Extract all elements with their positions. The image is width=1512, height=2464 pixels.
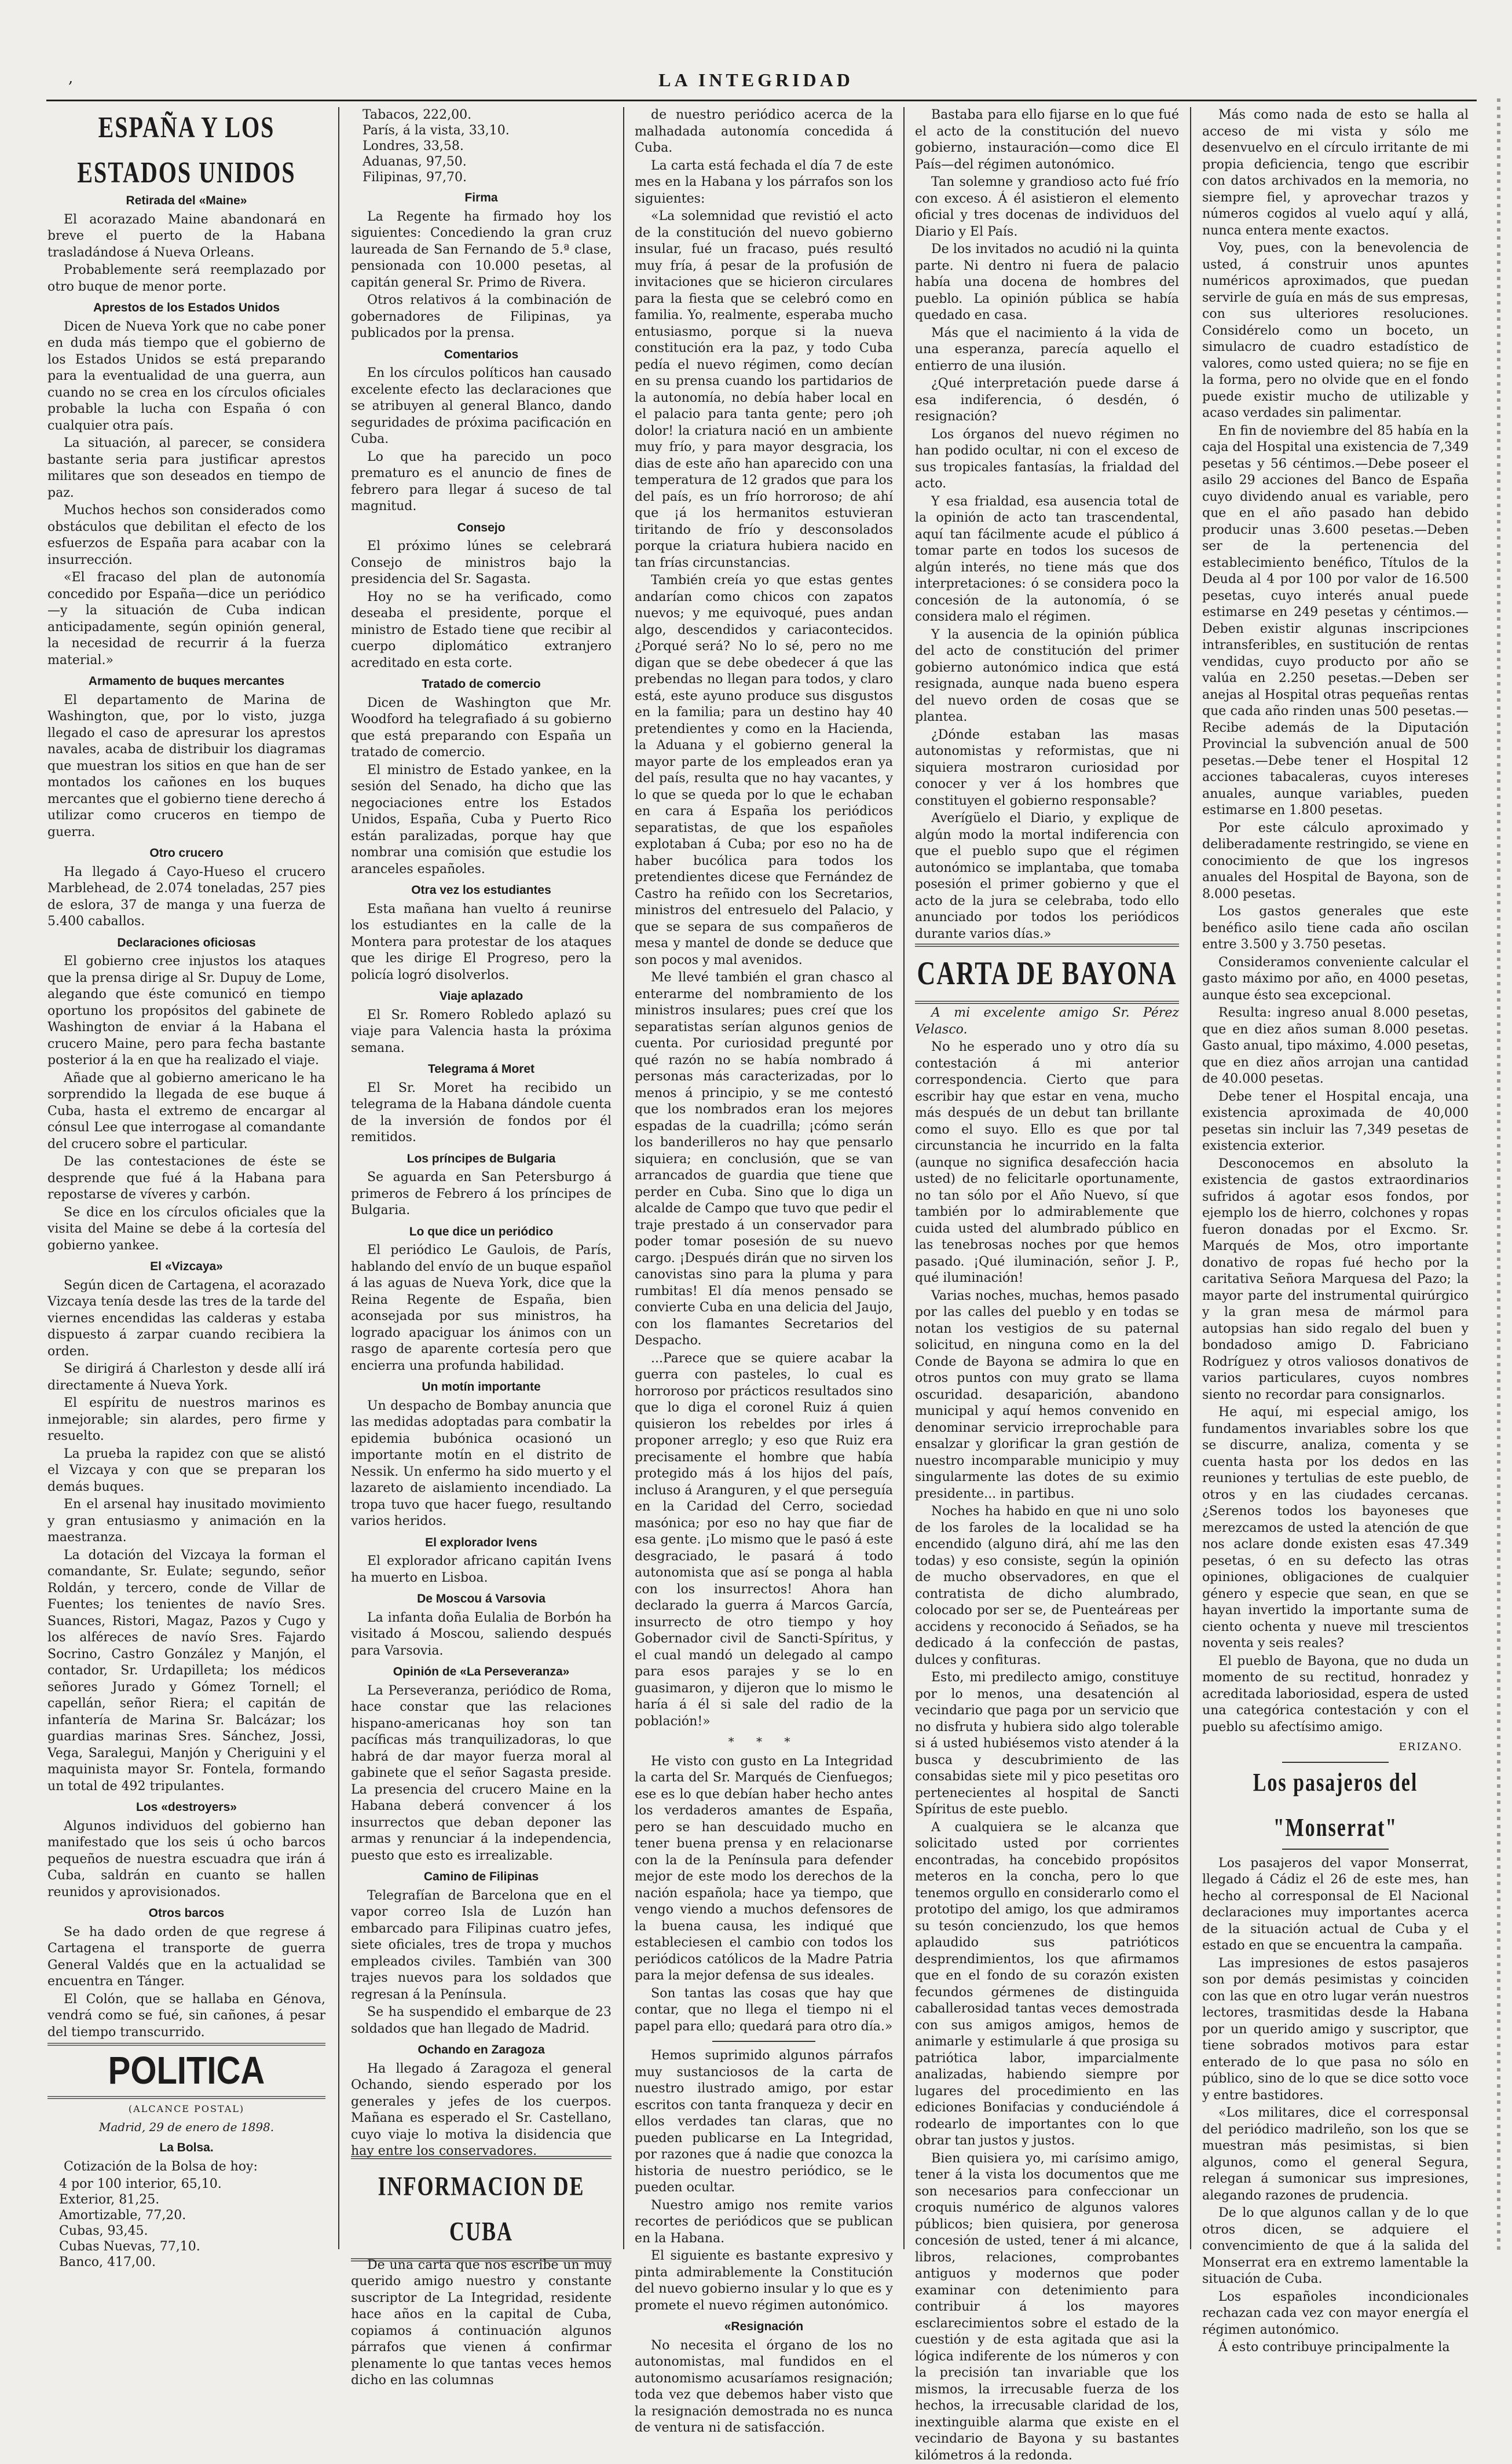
paragraph: Desconocemos en absoluto la existencia de gastos extraordinarios sufridos á agotar esos fondos, por ejemplo los de hierro, colchones y ropas fueron donadas por el Excmo. Sr. Marqués de Mos, otro importante donativo de ropas fué hecho por la caritativa Señora Marquesa del Pazo; la mayor parte del instrumental quirúrgico y la gran mesa de mármol para autopsias han sido regalo del buen y bondadoso amigo D. Fabriciano Rodríguez y otros valiosos donativos de varios particulares, cuyos nombres siento no recordar para consignarlos. xyxy=(1202,1156,1469,1404)
carta-dedication: A mi excelente amigo Sr. Pérez Velasco. xyxy=(915,1005,1179,1038)
paragraph: También creía yo que estas gentes andarían como chicos con zapatos nuevos; y me equivoqué, pues andan algo, descendidos y cariacontecidos. ¿Porqué será? No lo sé, pero no me digan que se debe obedecer á que las prebendas no llegan para todos, y claro está, este ayuno produce sus disgustos en la familia; para un destino hay 40 pretendientes y como en la Hacienda, la Aduana y el gobierno general la mayor parte de los empleados eran ya del país, resulta que no hay vacantes, y lo que se queda por lo que le echaban en cara á España los periódicos separatistas, de que los españoles explotaban á Cuba; por eso no ha de haber bucólica para todos los pretendientes dicese que Fernández de Castro ha reñido con los Secretarios, ministros del entresuelo del Palacio, y que se separa de sus compañeros de mesa y mantel de donde se deduce que son pocos y mal avenidos. xyxy=(635,573,893,969)
paragraph: Consideramos conveniente calcular el gasto máximo por año, en 4000 pesetas, aunque ésto sea excepcional. xyxy=(1202,955,1469,1004)
paragraph: Lo que ha parecido un poco prematuro es el anuncio de fines de febrero para llegar á suceso de tal magnitud. xyxy=(351,449,612,515)
column-5 xyxy=(1202,107,1469,2249)
signature: ERIZANO. xyxy=(1202,1739,1463,1756)
list-item: Tabacos, 222,00. xyxy=(351,107,612,123)
resignacion-title: «Resignación xyxy=(635,2319,893,2335)
section-title: Lo que dice un periódico xyxy=(351,1224,612,1241)
paragraph: En el arsenal hay inusitado movimiento y gran entusiasmo y animación en la maestranza. xyxy=(47,1497,325,1546)
paragraph: Se ha suspendido el embarque de 23 soldados que han llegado de Madrid. xyxy=(351,2004,612,2037)
paragraph: Bien quisiera yo, mi carísimo amigo, tener á la vista los documentos que me son necesarios para confeccionar un croquis numérico de algunos valores públicos; bien quisiera, por generosa concesión de usted, tener á mi alcance, libros, relaciones, comprobantes antiguos y modernos que poder examinar con detenimiento para contribuir á los mayores esclarecimientos sobre el estado de la cuestión y de esta agitada que asi la lógica indiferente de los números y con la precisión tan invariable que los mismos, la irrecusable fuerza de los hechos, la irrecusable claridad de los, inextinguible alarma que existe en el vecindario de Bayona y su bastantes kilómetros á la redonda. xyxy=(915,2151,1179,2464)
paragraph: El gobierno cree injustos los ataques que la prensa dirige al Sr. Dupuy de Lome, alegando que éste comunicó en tiempo oportuno los propósitos del gabinete de Washington de enviar á la Habana el crucero Maine, pero para fecha bastante posterior á la en que ha realizado el viaje. xyxy=(47,954,325,1069)
col3-letter-2 xyxy=(635,1754,893,2036)
paragraph: En fin de noviembre del 85 había en la caja del Hospital una existencia de 7,349 pesetas y 56 céntimos.—Debe poseer el asilo 29 acciones del Banco de España cuyo dividendo anual es variable, pero que en el año pasado han debido producir unas 3.600 pesetas.—Deben ser de la pertenencia del establecimiento benéfico, Títulos de la Deuda al 4 por 100 por valor de 16.500 pesetas, cuyo interés anual puede estimarse en 249 pesetas y céntimos.—Deben existir algunas inscripciones intransferibles, en sustitución de rentas vendidas, cuyo producto por año se valúa en 2.250 pesetas.—Deben ser anejas al Hospital otras pequeñas rentas que cada año rinden unas 500 pesetas.—Recibe además de la Diputación Provincial la subvención anual de 500 pesetas.—Debe tener el Hospital 12 acciones tabacaleras, cuyos intereses anuales, aunque variables, pueden estimarse en 1.800 pesetas. xyxy=(1202,423,1469,819)
col3-letter xyxy=(635,107,893,1730)
paragraph: Más que el nacimiento á la vida de una esperanza, parecía aquello el entierro de una ilusión. xyxy=(915,325,1179,375)
paragraph: He aquí, mi especial amigo, los fundamentos invariables sobre los que se discurre, analiza, comenta y se cuenta hasta por los dedos en las reuniones y tertulias de este pueblo, de otros y en las ciudades cercanas. ¿Serenos todos los bayoneses que merezcamos de usted la atención de que nos aclare donde existen esas 47.349 pesetas, ó en su defecto las otras opiniones, obligaciones de cualquier género y especie que sean, en que se hayan invertido la importante suma de ciento ochenta y nueve mil trescientos noventa y seis reales? xyxy=(1202,1405,1469,1652)
list-item: París, á la vista, 33,10. xyxy=(351,123,612,138)
paragraph: Otros relativos á la combinación de gobernadores de Filipinas, ya publicados por la prensa. xyxy=(351,292,612,342)
paragraph: A cualquiera se le alcanza que solicitado usted por corrientes encontradas, ha concebido propósitos meteros en la concha, pero lo que tenemos orgullo en considerarlo como el prototipo del amigo, los que admiramos su tesón concienzudo, los que hemos aplaudido sus patrióticos desprendimientos, los que afirmamos que en el fondo de su corazón existen fecundos gérmenes de distinguida caballerosidad tantas veces demostrada con sus amigos amigos, hemos de animarle y estimularle á que prosiga su patriótica labor, imparcialmente analizadas, habiendo siempre por lugares del procedimiento en las ediciones Bonifacias y conduciéndole á rodearlo de importantes con lo que obrar tan justos y justos. xyxy=(915,1820,1179,2150)
list-item: Cubas Nuevas, 77,10. xyxy=(47,2239,325,2254)
paragraph: Esta mañana han vuelto á reunirse los estudiantes en la calle de la Montera para protestar de los ataques que les dirige El Progreso, pero la policía logró disolverlos. xyxy=(351,901,612,984)
paragraph: Se aguarda en San Petersburgo á primeros de Febrero á los príncipes de Bulgaria. xyxy=(351,1169,612,1219)
separator xyxy=(712,2041,815,2042)
paragraph: Dicen de Nueva York que no cabe poner en duda más tiempo que el gobierno de los Estados Unidos se está preparando para la eventualidad de una guerra, aun cuando no se crea en los círculos oficiales probable la lucha con España ó con cualquier otra país. xyxy=(47,319,325,435)
carta-bayona-headline: CARTA DE BAYONA xyxy=(915,944,1179,1004)
paragraph: Ha llegado á Cayo-Hueso el crucero Marblehead, de 2.074 toneladas, 257 pies de eslora, 37 de manga y una fuerza de 5.400 caballos. xyxy=(47,864,325,930)
paragraph: Según dicen de Cartagena, el acorazado Vizcaya tenía desde las tres de la tarde del viernes encendidas las calderas y estaba dispuesto á zarpar cuando recibiera la orden. xyxy=(47,1278,325,1361)
bolsa-list xyxy=(47,2176,325,2270)
paragraph: El Sr. Moret ha recibido un telegrama de la Habana dándole cuenta de la inversión de fondos por él remitidos. xyxy=(351,1080,612,1146)
section-title: Telegrama á Moret xyxy=(351,1061,612,1078)
paragraph: Hemos suprimido algunos párrafos muy sustanciosos de la carta de nuestro ilustrado amigo, por estar escritos con tanta franqueza y decir en ellos verdades tan claras, que no pueden publicarse en La Integridad, por razones que á nadie que conozca la historia de nuestro periódico, se le pueden ocultar. xyxy=(635,2048,893,2197)
section-title: El «Vizcaya» xyxy=(47,1259,325,1275)
list-item: Aduanas, 97,50. xyxy=(351,154,612,170)
resignacion-text: No necesita el órgano de los no autonomistas, mal fundidos en el autonomismo acusaríamos resignación; toda vez que debemos haber visto que la resignación demostrada no es nunca de ventura ni de satisfacción. xyxy=(635,2338,893,2437)
section-title: Otro crucero xyxy=(47,845,325,862)
paragraph: El ministro de Estado yankee, en la sesión del Senado, ha dicho que las negociaciones entre los Estados Unidos, España, Cuba y Puerto Rico están paralizadas, porque hay que nombrar una comisión que estudie los aranceles españoles. xyxy=(351,762,612,878)
paragraph: Debe tener el Hospital encaja, una existencia aproximada de 40,000 pesetas sin incluir las 7,349 pesetas de existencia exterior. xyxy=(1202,1089,1469,1155)
paragraph: Dicen de Washington que Mr. Woodford ha telegrafiado á su gobierno que está preparando con España un tratado de comercio. xyxy=(351,695,612,761)
paragraph: Son tantas las cosas que hay que contar, que no llega el tiempo ni el papel para ello; quedará para otro día.» xyxy=(635,1986,893,2036)
paragraph: La carta está fechada el día 7 de este mes en la Habana y los párrafos son los siguientes: xyxy=(635,158,893,208)
list-item: Londres, 33,58. xyxy=(351,138,612,154)
section-title: Los príncipes de Bulgaria xyxy=(351,1151,612,1168)
section-title: Firma xyxy=(351,190,612,207)
paragraph: El Colón, que se hallaba en Génova, vendrá como se fué, sin cañones, á pesar del tiempo transcurrido. xyxy=(47,1992,325,2041)
paragraph: Se dirigirá á Charleston y desde allí irá directamente á Nueva York. xyxy=(47,1361,325,1394)
paragraph: ...Parece que se quiere acabar la guerra con pasteles, lo cual es horroroso por prácticos resultados sino que lo diga el coronel Ruiz á quien quisieron los rebeldes por irles á proponer arreglo; y eso que Ruiz era precisamente el hombre que había protegido más á los hijos del país, incluso á Aranguren, y el que perseguía en la Caridad del Cerro, sociedad masónica; por eso no hay que fiar de esa gente. ¡Lo mismo que le pasó á este desgraciado, le pasará á todo autonomista que así se ponga al habla con los insurrectos! Ahora han declarado la guerra á Marcos García, insurrecto de otro tiempo y hoy Gobernador civil de Sancti-Spíritus, y el cual mandó un delegado al campo para esos parajes y se lo en guasimaron, y dijeron que lo mismo le haría á él si sale del radio de la población!» xyxy=(635,1351,893,1730)
paragraph: El acorazado Maine abandonará en breve el puerto de la Habana trasladándose á Nueva Orleans. xyxy=(47,212,325,262)
paragraph: Tan solemne y grandioso acto fué frío con exceso. Á él asistieron el elemento oficial y tres docenas de individuos del Diario y El País. xyxy=(915,174,1179,240)
list-item: 4 por 100 interior, 65,10. xyxy=(47,2176,325,2192)
list-item: Filipinas, 97,70. xyxy=(351,170,612,185)
section-title: Retirada del «Maine» xyxy=(47,193,325,210)
paragraph: He visto con gusto en La Integridad la carta del Sr. Marqués de Cienfuegos; ese es lo que debían haber hecho antes los verdaderos amantes de España, pero se han descuidado mucho en tener buena prensa y en relacionarse con la de la Península para defender mejor de este modo los derechos de la nación española; hace ya tiempo, que vengo viendo a muchos defensores de la buena causa, les indiqué que estableciesen el cambio con todos los periódicos católicos de la Madre Patria para la mejor defensa de sus ideales. xyxy=(635,1754,893,1985)
pasajeros-text xyxy=(1202,1856,1469,2356)
paragraph: La infanta doña Eulalia de Borbón ha visitado á Moscou, saliendo después para Varsovia. xyxy=(351,1610,612,1660)
section-title: Declaraciones oficiosas xyxy=(47,935,325,952)
paragraph: La prueba la rapidez con que se alistó el Vizcaya y con que se preparan los demás buques. xyxy=(47,1446,325,1496)
column-divider xyxy=(338,107,339,2249)
section-title: Armamento de buques mercantes xyxy=(47,673,325,690)
paragraph: de nuestro periódico acerca de la malhadada autonomía concedida á Cuba. xyxy=(635,107,893,157)
paragraph: Probablemente será reemplazado por otro buque de menor porte. xyxy=(47,262,325,295)
section-title: Camino de Filipinas xyxy=(351,1869,612,1886)
paragraph: La situación, al parecer, se considera bastante seria para justificar aprestos militares que son deseados en tiempo de paz. xyxy=(47,435,325,501)
informacion-cuba-headline: INFORMACION DE CUBA xyxy=(351,2156,612,2261)
section-title: Consejo xyxy=(351,520,612,537)
column-divider xyxy=(623,107,624,2249)
paragraph: Por este cálculo aproximado y deliberadamente restringido, se viene en conocimiento de que los ingresos anuales del Hospital de Bayona, son de 8.000 pesetas. xyxy=(1202,820,1469,903)
column-1 xyxy=(47,107,325,2249)
paragraph: De lo que algunos callan y de lo que otros dicen, se adquiere el convencimiento de que á la salida del Monserrat era en extremo lamentable la situación de Cuba. xyxy=(1202,2205,1469,2288)
page-edge-perforation xyxy=(1497,98,1500,2252)
paragraph: Averígüelo el Diario, y explique de algún modo la mortal indiferencia con que el pueblo supo que el régimen autonómico se implantaba, que tomaba posesión el primer gobierno y que el acto de la jura se celebraba, todo ello anunciado por todos los periódicos durante varios días.» xyxy=(915,811,1179,943)
paragraph: Algunos individuos del gobierno han manifestado que los seis ú ocho barcos pequeños de nuestra escuadra que irán á Cuba, saldrán en cuanto se hallen reunidos y aprovisionados. xyxy=(47,1818,325,1901)
paragraph: Voy, pues, con la benevolencia de usted, á construir unos apuntes numéricos aproximados, que puedan servirle de guía en más de sus empresas, con sus ulteriores resoluciones. Considérelo como un boceto, un simulacro de cuadro estadístico de valores, como usted quiera; no se fije en la forma, pero no olvide que en el fondo puede existir mucho de utilizable y acaso verdades sin palimentar. xyxy=(1202,240,1469,422)
paragraph: Ha llegado á Zaragoza el general Ochando, siendo esperado por los generales y jefes de los cuerpos. Mañana es esperado el Sr. Castellano, cuyo viaje lo motiva la disidencia que hay entre los conservadores. xyxy=(351,2061,612,2160)
list-item: Amortizable, 77,20. xyxy=(47,2208,325,2223)
section-title: Comentarios xyxy=(351,347,612,364)
paragraph: Muchos hechos son considerados como obstáculos que debilitan el efecto de los esfuerzos de España para acabar con la insurrección. xyxy=(47,503,325,569)
column-4 xyxy=(915,107,1179,2249)
col1-sections xyxy=(47,193,325,2041)
col4-text xyxy=(915,107,1179,943)
bolsa-list-continued xyxy=(351,107,612,185)
paragraph: Varias noches, muchas, hemos pasado por las calles del pueblo y en todas se notan los vestigios de su paternal solicitud, en ninguna como en la del Conde de Bayona se admira lo que en otros puntos con muy grato se llama oscuridad. desaparición, abandono municipal y aquí hemos convenido en denominar servicio irreprochable para ensalzar y glorificar la gran gestión de nuestro incomparable municipio y muy singularmente las dotes de su eximio presidente... in partibus. xyxy=(915,1288,1179,1503)
informacion-cuba-text: De una carta que nos escribe un muy querido amigo nuestro y constante suscriptor de La Integridad, residente hace años en la capital de Cuba, copiamos á continuación algunos párrafos que vienen á confirmar plenamente lo que tantas veces hemos dicho en las columnas xyxy=(351,2257,612,2389)
paragraph: Se dice en los círculos oficiales que la visita del Maine se debe á la cortesía del gobierno yankee. xyxy=(47,1205,325,1255)
headline-espana-ee-uu: ESPAÑA Y LOS ESTADOS UNIDOS xyxy=(47,105,325,195)
paragraph: Bastaba para ello fijarse en lo que fué el acto de la constitución del nuevo gobierno, instauración—como dice El País—del régimen autonómico. xyxy=(915,107,1179,173)
paragraph: De las contestaciones de éste se desprende que fué á la Habana para repostarse de víveres y carbón. xyxy=(47,1154,325,1204)
section-stars: * * * xyxy=(635,1733,893,1750)
paragraph: Los órganos del nuevo régimen no han podido ocultar, ni con el exceso de sus tropicales fantasías, la frialdad del acto. xyxy=(915,427,1179,493)
masthead: LA INTEGRIDAD xyxy=(0,69,1512,91)
paragraph: Resulta: ingreso anual 8.000 pesetas, que en diez años suman 8.000 pesetas. Gasto anual, tipo máximo, 4.000 pesetas, que en diez años arrojan una cantidad de 40.000 pesetas. xyxy=(1202,1005,1469,1088)
paragraph: El departamento de Marina de Washington, que, por lo visto, juzga llegado el caso de apresurar los aprestos navales, acaba de distribuir los diagramas que muestran los sitios en que han de ser montados los cañones en los buques mercantes que el gobierno tiene derecho á utilizar como cruceros en tiempo de guerra. xyxy=(47,692,325,841)
paragraph: El próximo lúnes se celebrará Consejo de ministros bajo la presidencia del Sr. Sagasta. xyxy=(351,538,612,588)
paragraph: De los invitados no acudió ni la quinta parte. Ni dentro ni fuera de palacio había una docena de hombres del pueblo. La opinión pública se había quedado en casa. xyxy=(915,241,1179,324)
politica-subtitle: (ALCANCE POSTAL) xyxy=(47,2101,325,2118)
paragraph: Me llevé también el gran chasco al enterarme del nombramiento de los ministros insulares; pues creí que los separatistas serían algunos genios de cuenta. Por curiosidad pregunté por qué razón no se había nombrado á personas más caracterizadas, por lo menos á principio, y se me contestó que los nombrados eran los mejores espadas de la cuadrilla; ¡cómo serán los banderilleros no hay que pensarlo siquiera; en conclusión, que se van arrancados de guardia que tiene que perder en Cuba. Sino que lo diga un alcalde de Campo que tuvo que pedir el traje prestado á un conservador para poder tomar posesión de su nuevo cargo. ¡Después dirán que no sirven los canovistas sino para la pluma y para rumbitas! El día menos pensado se convierte Cuba en una delicia del Jaujo, con los flamantes Secretarios del Despacho. xyxy=(635,970,893,1350)
list-item: Exterior, 81,25. xyxy=(47,2192,325,2208)
paragraph: La dotación del Vizcaya la forman el comandante, Sr. Eulate; segundo, señor Roldán, y tercero, conde de Villar de Fuentes; los tenientes de navío Sres. Suances, Ristori, Magaz, Pazos y Cugo y los alféreces de navío Sres. Fajardo Socrino, Castro González y Manjón, el contador, Sr. Urdapilleta; los médicos señores Jurado y Gómez Tornell; el capellán, señor Riera; el capitán de infantería de Marina Sr. Balcázar; los guardias marinas Sres. Sánchez, Jossi, Vega, Saralegui, Manjón y Cheriguini y el maquinista mayor Sr. Fontela, formando un total de 492 tripulantes. xyxy=(47,1548,325,1795)
paragraph: El periódico Le Gaulois, de París, hablando del envío de un buque español á las aguas de Nueva York, dice que la Reina Regente de España, bien aconsejada por sus ministros, ha logrado apaciguar los ánimos con un rasgo de aparente cortesía pero que encierra una profunda habilidad. xyxy=(351,1242,612,1374)
paragraph: El espíritu de nuestros marinos es inmejorable; sin alardes, pero firme y resuelto. xyxy=(47,1395,325,1445)
col5-text xyxy=(1202,107,1469,1736)
paragraph: Añade que al gobierno americano le ha sorprendido la llegada de ese buque á Cuba, hasta el extremo de encargar al cónsul Lee que interrogase al comandante del crucero sobre el particular. xyxy=(47,1070,325,1153)
section-title: Tratado de comercio xyxy=(351,676,612,693)
paragraph: Y la ausencia de la opinión pública del acto de constitución del primer gobierno autonómico indica que está resignada, aunque nada bueno espera del nuevo orden de cosas que se plantea. xyxy=(915,627,1179,726)
pasajeros-headline: Los pasajeros del "Monserrat" xyxy=(1202,1761,1469,1851)
list-item: Cubas, 93,45. xyxy=(47,2223,325,2239)
bolsa-title: La Bolsa. xyxy=(47,2140,325,2157)
column-divider xyxy=(1190,107,1191,2249)
paragraph: «Los militares, dice el corresponsal del periódico madrileño, son los que se muestran más pesimistas, si bien algunos, como el general Segura, relegan á sumonicar sus impresiones, alegando razones de prudencia. xyxy=(1202,2105,1469,2204)
paragraph: En los círculos políticos han causado excelente efecto las declaraciones que se atribuyen al general Blanco, dando seguridades de próxima pacificación en Cuba. xyxy=(351,365,612,448)
paragraph: Los gastos generales que este benéfico asilo tiene cada año oscilan entre 3.500 y 3.750 pesetas. xyxy=(1202,904,1469,954)
section-title: De Moscou á Varsovia xyxy=(351,1591,612,1608)
col3-commentary xyxy=(635,2048,893,2314)
paragraph: No he esperado uno y otro día su contestación á mi anterior correspondencia. Cierto que para escribir hay que estar en vena, mucho más después de un debut tan brillante como el suyo. Ello es que por tal circunstancia he incurrido en la falta (aunque no significa desafección hacia usted) de no felicitarle oportunamente, no tan sólo por el Año Nuevo, sí que también por lo admirablemente que cuida usted del alumbrado público en las tenebrosas noches por que hemos pasado. ¡Qué iluminación, señor J. P., qué iluminación! xyxy=(915,1039,1179,1287)
politica-dateline: Madrid, 29 de enero de 1898. xyxy=(47,2119,325,2136)
section-title: Viaje aplazado xyxy=(351,988,612,1005)
column-3 xyxy=(635,107,893,2249)
section-title: Un motín importante xyxy=(351,1379,612,1396)
paragraph: Más como nada de esto se halla al acceso de mi vista y sólo me desenvuelvo en el círculo irritante de mi propia deficiencia, tengo que escribir con datos archivados en la memoria, no siempre fiel, y aprovechar trazos y números cogidos al vuelo aquí y allá, nunca entera mente exactos. xyxy=(1202,107,1469,239)
carta-bayona-text xyxy=(915,1039,1179,2464)
section-title: Aprestos de los Estados Unidos xyxy=(47,300,325,317)
paragraph: Telegrafían de Barcelona que en el vapor correo Isla de Luzón han embarcado para Filipinas cuatro jefes, siete oficiales, tres de tropa y muchos empleados civiles. También van 300 trajes nuevos para los soldados que regresan á la Península. xyxy=(351,1888,612,2004)
paragraph: El pueblo de Bayona, que no duda un momento de su rectitud, honradez y acreditada laboriosidad, espera de usted una categórica contestación y con el pueblo su afectísimo amigo. xyxy=(1202,1653,1469,1736)
paragraph: ¿Dónde estaban las masas autonomistas y reformistas, que ni siquiera mostraron curiosidad por conocer y ver á los hombres que constituyen el gobierno responsable? xyxy=(915,727,1179,810)
paragraph: «La solemnidad que revistió el acto de la constitución del nuevo gobierno insular, fué un fracaso, pués resultó muy fría, á pesar de la profusión de invitaciones que se hicieron circulares para la fiesta que se celebró como en familia. Yo, realmente, esperaba mucho entusiasmo, porque si la nueva constitución era la paz, y todo Cuba pedía el nuevo régimen, como decían en su prensa cuando los partidarios de la autonomía, no debía haber local en el palacio para tanta gente; pero ¡oh dolor! la criatura nació en un ambiente muy frío, y para mayor desgracia, los dias de este año han aparecido con una temperatura de 12 grados que para los del país, es un frío horroroso; de ahí que ¡á los hermanitos estuvieran tiritando de frío y desconsolados porque la criatura hubiera nacido en tan frías circunstancias. xyxy=(635,208,893,571)
section-title: Otros barcos xyxy=(47,1905,325,1922)
paragraph: La Perseveranza, periódico de Roma, hace constar que las relaciones hispano-americanas hoy son tan pacíficas más tranquilizadoras, lo que habrá de dar mayor fuerza moral al gabinete que el señor Sagasta preside. La presencia del crucero Maine en la Habana deberá convencer á los insurrectos que deban deponer las armas y renunciar á la independencia, puesto que esto es irrealizable. xyxy=(351,1683,612,1865)
paragraph: «El fracaso del plan de autonomía concedido por España—dice un periódico—y la situación de Cuba indican anticipadamente, según opinión general, la necesidad de recurrir á la fuerza material.» xyxy=(47,570,325,669)
paragraph: Noches ha habido en que ni uno solo de los faroles de la localidad se ha encendido (alguno dirá, ahí me las den todas) y eso consiste, según la opinión de mucho observadores, en que el contratista de dicho alumbrado, colocado por ser se, de Puenteáreas per accidens y reconocido á Señados, se ha dedicado á la confección de pastas, dulces y confituras. xyxy=(915,1504,1179,1669)
paragraph: Se ha dado orden de que regrese á Cartagena el transporte de guerra General Valdés que en la actualidad se encuentra en Tánger. xyxy=(47,1924,325,1990)
column-divider xyxy=(903,107,905,2249)
paragraph: El explorador africano capitán Ivens ha muerto en Lisboa. xyxy=(351,1553,612,1586)
paragraph: Los pasajeros del vapor Monserrat, llegado á Cádiz el 26 de este mes, han hecho al corresponsal de El Nacional declaraciones muy importantes acerca de la situación actual de Cuba y el estado en que se encuentra la campaña. xyxy=(1202,1856,1469,1955)
paragraph: Á esto contribuye principalmente la xyxy=(1202,2340,1469,2356)
list-item: Banco, 417,00. xyxy=(47,2254,325,2270)
column-2 xyxy=(351,107,612,2249)
section-title: Los «destroyers» xyxy=(47,1799,325,1816)
section-title: El explorador Ivens xyxy=(351,1535,612,1552)
bolsa-intro: Cotización de la Bolsa de hoy: xyxy=(47,2159,325,2176)
masthead-rule xyxy=(46,100,1477,101)
col2-sections xyxy=(351,190,612,2160)
paragraph: Nuestro amigo nos remite varios recortes de periódicos que se publican en la Habana. xyxy=(635,2198,893,2247)
paragraph: Los españoles incondicionales rechazan cada vez con mayor energía el régimen autonómico. xyxy=(1202,2289,1469,2339)
paragraph: ¿Qué interpretación puede darse á esa indiferencia, ó desdén, ó resignación? xyxy=(915,376,1179,426)
section-title: Opinión de «La Perseveranza» xyxy=(351,1664,612,1681)
paragraph: Hoy no se ha verificado, como deseaba el presidente, porque el ministro de Estado tiene que recibir al cuerpo diplomático extranjero acreditado en esta corte. xyxy=(351,589,612,672)
paragraph: La Regente ha firmado hoy los siguientes: Concediendo la gran cruz laureada de San Fernando de 5.ª clase, pensionada con 10.000 pesetas, al capitán general Sr. Primo de Rivera. xyxy=(351,209,612,292)
page-corner-mark: , xyxy=(68,69,73,87)
paragraph: Las impresiones de estos pasajeros son por demás pesimistas y coinciden con las que en otro lugar verán nuestros lectores, trasmitidas desde la Habana por un querido amigo y suscriptor, que tiene sobrados motivos para estar enterado de lo que pasa no sólo en público, sino de lo que se dice sotto voce y entre bastidores. xyxy=(1202,1956,1469,2104)
paragraph: El siguiente es bastante expresivo y pinta admirablemente la Constitución del nuevo gobierno insular y lo que es y promete el nuevo régimen autonómico. xyxy=(635,2248,893,2314)
paragraph: Esto, mi predilecto amigo, constituye por lo menos, una desatención al vecindario que paga por un servicio que no disfruta y hubiera sido algo tolerable si á usted hubiésemos visto atender á la busca y descubrimiento de las consabidas siete mil y pico pesetitas oro pertenecientes al hospital de Sancti Spíritus de este pueblo. xyxy=(915,1670,1179,1818)
section-title: Otra vez los estudiantes xyxy=(351,882,612,899)
paragraph: Un despacho de Bombay anuncia que las medidas adoptadas para combatir la epidemia bubónica ocasionó un importante motín en el distrito de Nessik. Un enfermo ha sido muerto y el lazareto de aislamiento incendiado. La tropa tuvo que hacer fuego, resultando varios heridos. xyxy=(351,1398,612,1530)
section-title: Ochando en Zaragoza xyxy=(351,2042,612,2059)
politica-headline: POLITICA xyxy=(47,2043,325,2099)
paragraph: El Sr. Romero Robledo aplazó su viaje para Valencia hasta la próxima semana. xyxy=(351,1007,612,1057)
paragraph: Y esa frialdad, esa ausencia total de la opinión de acto tan trascendental, aquí tan fácilmente acude el público á tomar parte en todos los sucesos de algún interés, no tiene más que dos interpretaciones: ó se considera poco la concesión de la autonomía, ó se considera malo el régimen. xyxy=(915,494,1179,626)
